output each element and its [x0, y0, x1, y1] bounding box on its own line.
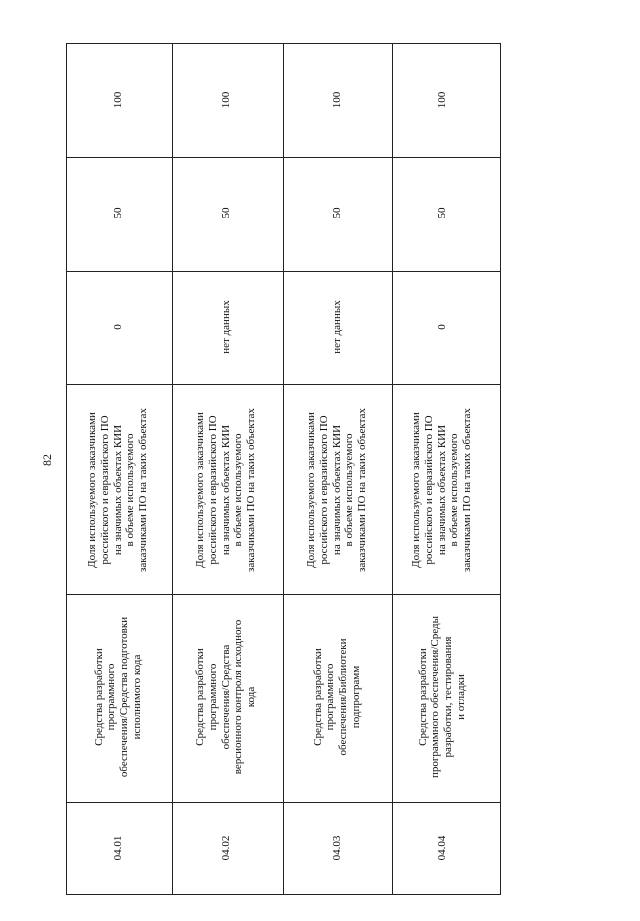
row-target-final: 100 — [435, 91, 448, 109]
row-target-mid: 50 — [219, 207, 232, 219]
row-target-mid: 50 — [435, 207, 448, 219]
row-target-final: 100 — [111, 91, 124, 109]
column-divider — [67, 594, 500, 595]
row-indicator: Доля используемого заказчиками российского и евразийского ПО на значимых объектах КИИ в объеме используемого заказчиками ПО на таких объектах — [194, 408, 257, 572]
column-divider — [67, 384, 500, 385]
row-divider — [172, 44, 173, 894]
page-number: 82 — [39, 454, 54, 466]
row-name: Средства разработки программного обеспечения/Средства подготовки исполнимого кода — [92, 616, 143, 778]
row-target-mid: 50 — [330, 207, 343, 219]
row-base-value: 0 — [435, 324, 448, 330]
row-name: Средства разработки программного обеспечения/Среды разработки, тестирования и отладки — [416, 616, 467, 778]
row-indicator: Доля используемого заказчиками российского и евразийского ПО на значимых объектах КИИ в объеме используемого заказчиками ПО на таких объектах — [410, 408, 473, 572]
row-base-value: нет данных — [219, 300, 232, 354]
column-divider — [67, 802, 500, 803]
row-indicator: Доля используемого заказчиками российского и евразийского ПО на значимых объектах КИИ в объеме используемого заказчиками ПО на таких объектах — [305, 408, 368, 572]
row-base-value: нет данных — [330, 300, 343, 354]
row-divider — [283, 44, 284, 894]
row-code: 04.02 — [219, 835, 232, 861]
row-indicator: Доля используемого заказчиками российского и евразийского ПО на значимых объектах КИИ в объеме используемого заказчиками ПО на таких объектах — [86, 408, 149, 572]
row-code: 04.03 — [330, 835, 343, 861]
row-code: 04.04 — [435, 835, 448, 861]
row-base-value: 0 — [111, 324, 124, 330]
row-target-final: 100 — [219, 91, 232, 109]
row-name: Средства разработки программного обеспечения/Средства версионного контроля исходного кода — [194, 619, 257, 775]
row-code: 04.01 — [111, 835, 124, 861]
row-name: Средства разработки программного обеспечения/Библиотеки подпрограмм — [311, 638, 362, 756]
row-target-final: 100 — [330, 91, 343, 109]
row-target-mid: 50 — [111, 207, 124, 219]
